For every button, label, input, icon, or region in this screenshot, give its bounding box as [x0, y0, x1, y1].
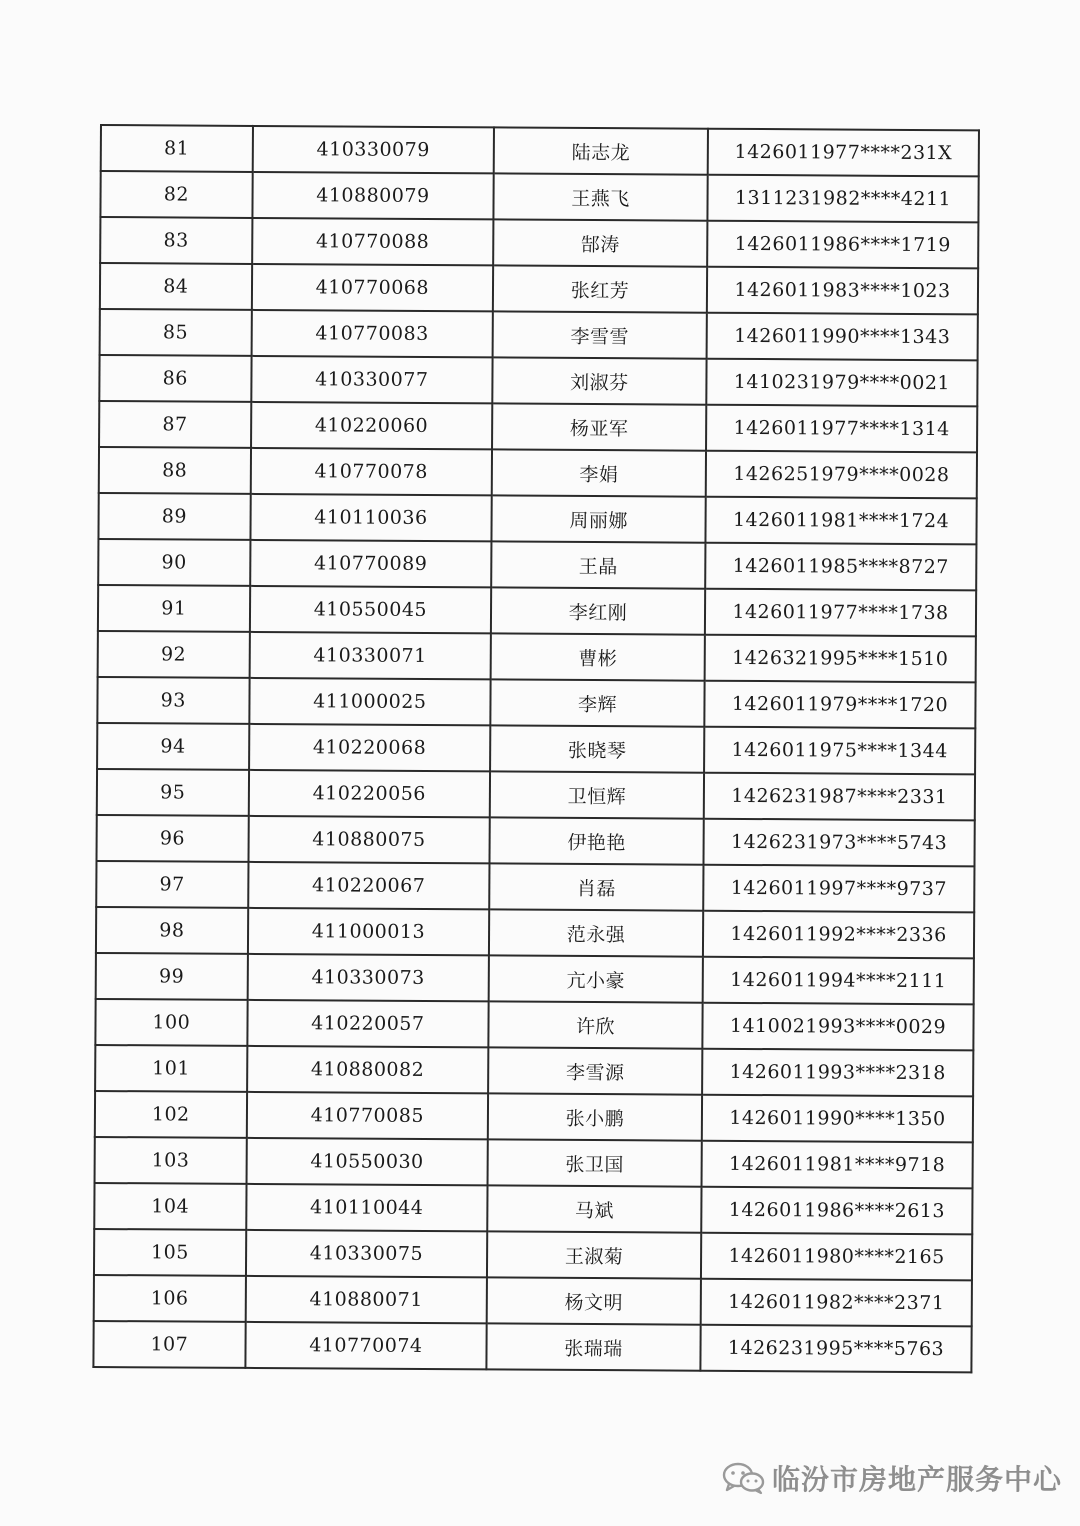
- cell-name: 张红芳: [493, 265, 707, 312]
- table-row: [98, 631, 976, 682]
- cell-registration-number: 410770083: [251, 310, 493, 357]
- cell-registration-number: 410330073: [247, 954, 489, 1001]
- cell-registration-number: 410330079: [252, 126, 494, 173]
- cell-id-card-number: 1426011977****231X: [708, 129, 979, 177]
- cell-serial-number: 104: [94, 1183, 246, 1230]
- cell-serial-number: 98: [96, 907, 248, 954]
- table-row: [93, 1321, 971, 1372]
- table-row: [95, 1091, 973, 1142]
- cell-registration-number: 410330077: [251, 356, 493, 403]
- table-row: [99, 401, 977, 452]
- cell-id-card-number: 1311231982****4211: [707, 175, 978, 223]
- cell-id-card-number: 1426011981****1724: [706, 497, 977, 545]
- cell-id-card-number: 1426321995****1510: [705, 635, 976, 683]
- cell-serial-number: 102: [95, 1091, 247, 1138]
- table-row: [97, 677, 975, 728]
- cell-registration-number: 410220056: [248, 770, 490, 817]
- cell-registration-number: 410770078: [250, 448, 492, 495]
- cell-id-card-number: 1426011983****1023: [707, 267, 978, 315]
- cell-name: 曹彬: [491, 633, 705, 680]
- roster-table-body: [93, 125, 979, 1372]
- cell-id-card-number: 1426231995****5763: [700, 1325, 971, 1373]
- table-row: [95, 1045, 973, 1096]
- cell-serial-number: 95: [97, 769, 249, 816]
- cell-registration-number: 410550030: [246, 1138, 488, 1185]
- cell-id-card-number: 1426011977****1314: [706, 405, 977, 453]
- table-row: [100, 309, 978, 360]
- cell-id-card-number: 1426011975****1344: [704, 727, 975, 775]
- cell-name: 肖磊: [489, 863, 703, 910]
- cell-name: 王淑菊: [487, 1231, 701, 1278]
- cell-id-card-number: 1426011990****1350: [702, 1095, 973, 1143]
- table-row: [99, 355, 977, 406]
- cell-registration-number: 410220060: [251, 402, 493, 449]
- cell-serial-number: 105: [94, 1229, 246, 1276]
- cell-id-card-number: 1426011997****9737: [703, 865, 974, 913]
- cell-serial-number: 91: [98, 585, 250, 632]
- cell-serial-number: 101: [95, 1045, 247, 1092]
- cell-registration-number: 410880071: [245, 1276, 487, 1323]
- cell-id-card-number: 1426011982****2371: [701, 1279, 972, 1327]
- cell-serial-number: 82: [100, 171, 252, 218]
- roster-table: [92, 124, 980, 1373]
- cell-name: 周丽娜: [492, 495, 706, 542]
- cell-name: 杨亚军: [492, 403, 706, 450]
- cell-name: 马斌: [487, 1185, 701, 1232]
- table-row: [96, 861, 974, 912]
- cell-name: 杨文明: [487, 1277, 701, 1324]
- cell-serial-number: 85: [100, 309, 252, 356]
- cell-serial-number: 89: [98, 493, 250, 540]
- cell-name: 卫恒辉: [490, 771, 704, 818]
- cell-name: 李娟: [492, 449, 706, 496]
- cell-registration-number: 410220067: [248, 862, 490, 909]
- cell-serial-number: 97: [96, 861, 248, 908]
- table-row: [97, 723, 975, 774]
- cell-serial-number: 83: [100, 217, 252, 264]
- cell-id-card-number: 1426011981****9718: [702, 1141, 973, 1189]
- cell-name: 李雪源: [488, 1047, 702, 1094]
- cell-registration-number: 411000013: [248, 908, 490, 955]
- cell-name: 李雪雪: [493, 311, 707, 358]
- table-row: [96, 815, 974, 866]
- cell-registration-number: 410880075: [248, 816, 490, 863]
- cell-serial-number: 94: [97, 723, 249, 770]
- cell-registration-number: 410220068: [249, 724, 491, 771]
- cell-serial-number: 93: [97, 677, 249, 724]
- wechat-icon: [722, 1461, 766, 1495]
- cell-name: 李辉: [490, 679, 704, 726]
- cell-id-card-number: 1426011994****2111: [703, 957, 974, 1005]
- table-row: [101, 125, 979, 176]
- cell-serial-number: 107: [93, 1321, 245, 1368]
- cell-name: 伊艳艳: [490, 817, 704, 864]
- cell-registration-number: 410330071: [249, 632, 491, 679]
- cell-id-card-number: 1426011986****1719: [707, 221, 978, 269]
- cell-name: 郜涛: [493, 219, 707, 266]
- cell-registration-number: 410770068: [252, 264, 494, 311]
- cell-name: 范永强: [489, 909, 703, 956]
- cell-registration-number: 410770085: [246, 1092, 488, 1139]
- cell-registration-number: 410110036: [250, 494, 492, 541]
- cell-registration-number: 410110044: [246, 1184, 488, 1231]
- table-row: [96, 953, 974, 1004]
- cell-id-card-number: 1410021993****0029: [702, 1003, 973, 1051]
- cell-registration-number: 410770074: [245, 1322, 487, 1369]
- table-row: [99, 447, 977, 498]
- cell-name: 许欣: [488, 1001, 702, 1048]
- cell-serial-number: 96: [96, 815, 248, 862]
- source-watermark: [722, 1458, 1062, 1498]
- cell-name: 刘淑芬: [492, 357, 706, 404]
- cell-serial-number: 81: [101, 125, 253, 172]
- table-row: [94, 1275, 972, 1326]
- table-row: [97, 769, 975, 820]
- watermark-text: 临汾市房地产服务中心: [772, 1463, 1063, 1496]
- cell-id-card-number: 1426011993****2318: [702, 1049, 973, 1097]
- cell-name: 亢小豪: [489, 955, 703, 1002]
- cell-registration-number: 411000025: [249, 678, 491, 725]
- cell-registration-number: 410550045: [250, 586, 492, 633]
- table-row: [100, 263, 978, 314]
- cell-id-card-number: 1426011980****2165: [701, 1233, 972, 1281]
- cell-name: 张小鹏: [488, 1093, 702, 1140]
- cell-id-card-number: 1426231987****2331: [704, 773, 975, 821]
- cell-registration-number: 410770089: [250, 540, 492, 587]
- table-row: [95, 1137, 973, 1188]
- cell-id-card-number: 1426011977****1738: [705, 589, 976, 637]
- cell-id-card-number: 1410231979****0021: [706, 359, 977, 407]
- cell-serial-number: 88: [99, 447, 251, 494]
- cell-registration-number: 410220057: [247, 1000, 489, 1047]
- table-row: [94, 1229, 972, 1280]
- cell-id-card-number: 1426231973****5743: [704, 819, 975, 867]
- cell-serial-number: 100: [95, 999, 247, 1046]
- cell-registration-number: 410330075: [246, 1230, 488, 1277]
- cell-name: 王燕飞: [493, 173, 707, 220]
- cell-serial-number: 92: [98, 631, 250, 678]
- cell-serial-number: 103: [95, 1137, 247, 1184]
- cell-registration-number: 410880079: [252, 172, 494, 219]
- cell-name: 张瑞瑞: [486, 1323, 700, 1370]
- cell-serial-number: 84: [100, 263, 252, 310]
- cell-name: 陆志龙: [494, 127, 708, 174]
- cell-id-card-number: 1426011985****8727: [705, 543, 976, 591]
- cell-serial-number: 87: [99, 401, 251, 448]
- table-row: [100, 171, 978, 222]
- table-row: [94, 1183, 972, 1234]
- cell-id-card-number: 1426251979****0028: [706, 451, 977, 499]
- cell-id-card-number: 1426011979****1720: [704, 681, 975, 729]
- cell-serial-number: 106: [94, 1275, 246, 1322]
- cell-id-card-number: 1426011986****2613: [701, 1187, 972, 1235]
- cell-serial-number: 90: [98, 539, 250, 586]
- table-row: [98, 539, 976, 590]
- cell-id-card-number: 1426011990****1343: [707, 313, 978, 361]
- cell-name: 张晓琴: [490, 725, 704, 772]
- table-row: [98, 585, 976, 636]
- table-row: [98, 493, 976, 544]
- cell-registration-number: 410880082: [247, 1046, 489, 1093]
- cell-id-card-number: 1426011992****2336: [703, 911, 974, 959]
- table-row: [96, 907, 974, 958]
- cell-name: 张卫国: [488, 1139, 702, 1186]
- cell-registration-number: 410770088: [252, 218, 494, 265]
- table-row: [95, 999, 973, 1050]
- cell-name: 王晶: [491, 541, 705, 588]
- cell-serial-number: 99: [96, 953, 248, 1000]
- table-row: [100, 217, 978, 268]
- cell-serial-number: 86: [99, 355, 251, 402]
- cell-name: 李红刚: [491, 587, 705, 634]
